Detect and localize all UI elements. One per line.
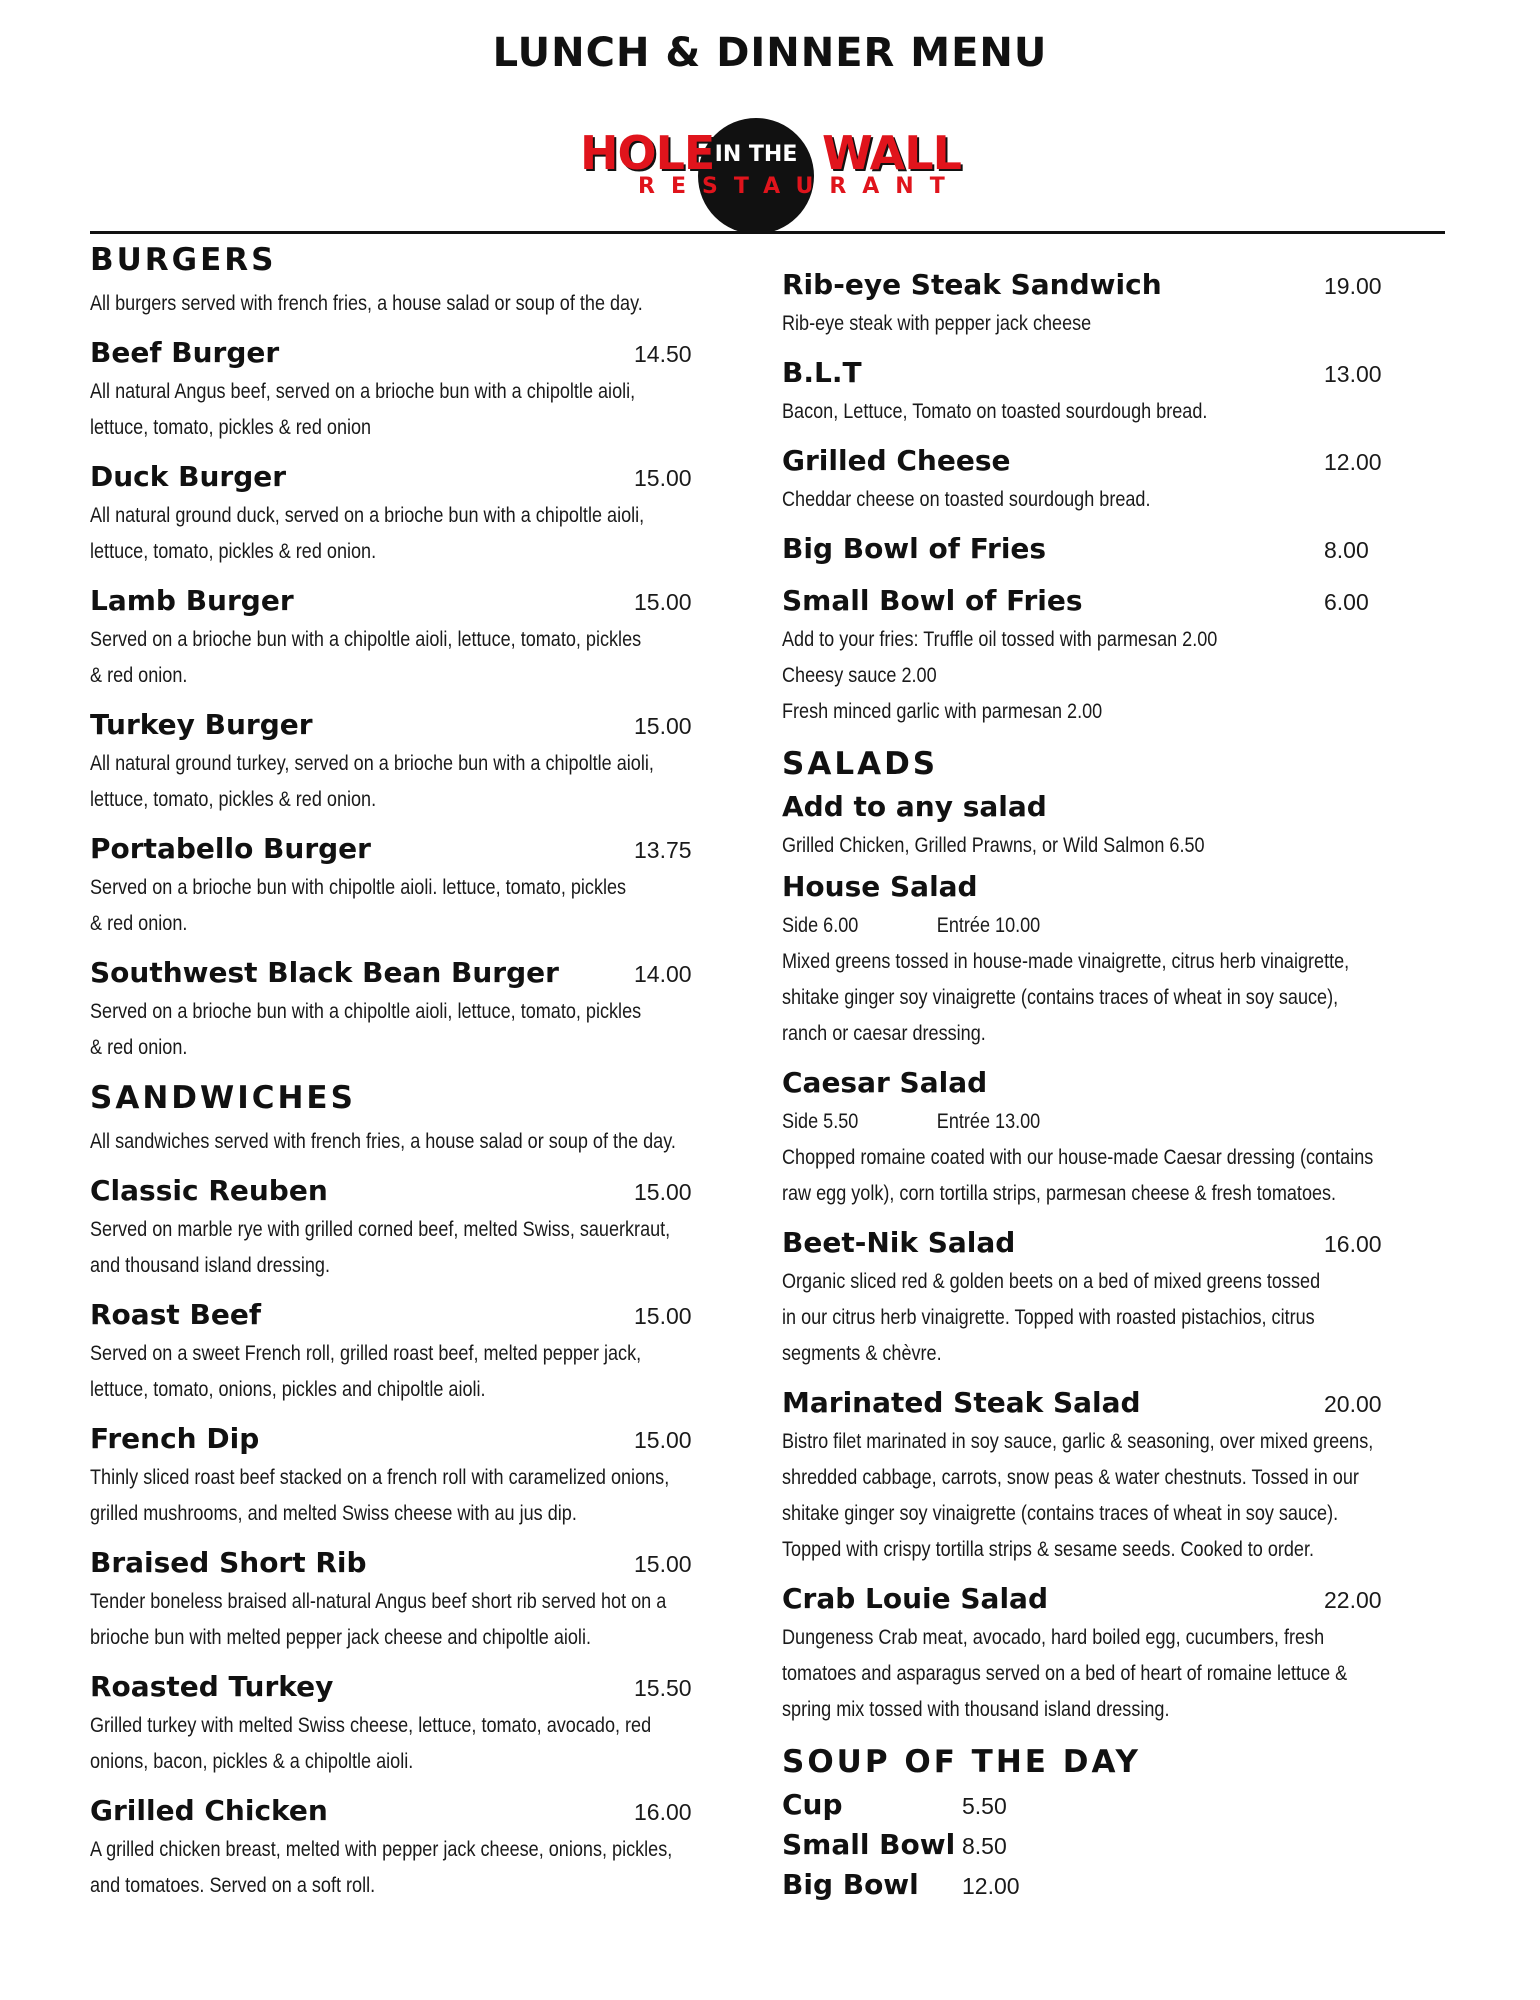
side-price: Side 6.00: [782, 914, 859, 937]
menu-item-rib-eye-steak-sandwich: [782, 268, 1450, 342]
menu-item-small-bowl-of-fries: [782, 584, 1450, 730]
item-desc-line: All natural ground duck, served on a brioche bun with a chipoltle aioli,: [90, 504, 645, 527]
item-desc-line: and tomatoes. Served on a soft roll.: [90, 1874, 376, 1897]
item-desc-line: Chopped romaine coated with our house-made Caesar dressing (contains: [782, 1146, 1374, 1169]
soup-row-cup: [782, 1788, 1450, 1828]
item-head: [782, 532, 1450, 570]
item-price: 16.00: [1324, 1231, 1382, 1257]
item-name: House Salad: [782, 870, 978, 903]
menu-item-lamb-burger: [90, 584, 758, 694]
item-head: [782, 870, 1450, 908]
item-head: [90, 832, 758, 870]
burgers-section: [90, 240, 758, 1066]
item-price: 15.00: [634, 465, 692, 491]
item-name: Big Bowl of Fries: [782, 532, 1047, 565]
item-desc-line: & red onion.: [90, 912, 188, 935]
menu-item-big-bowl-of-fries: [782, 532, 1450, 570]
item-price: 15.00: [634, 589, 692, 615]
item-desc-line: Mixed greens tossed in house-made vinaigrette, citrus herb vinaigrette,: [782, 950, 1350, 973]
add-to-salad-title: Add to any salad: [782, 790, 1047, 823]
side-price: Side 5.50: [782, 1110, 859, 1133]
item-head: [90, 1422, 758, 1460]
item-name: Big Bowl: [782, 1868, 919, 1901]
item-desc-line: and thousand island dressing.: [90, 1254, 330, 1277]
soup-section: [782, 1742, 1450, 1908]
burgers-list: [90, 336, 758, 1066]
item-head: [90, 956, 758, 994]
item-desc-line: lettuce, tomato, pickles & red onion.: [90, 788, 377, 811]
item-price: 15.00: [634, 1303, 692, 1329]
section-heading: SANDWICHES: [90, 1080, 356, 1116]
item-price: 8.00: [1324, 537, 1369, 563]
item-desc-line: shitake ginger soy vinaigrette (contains traces of wheat in soy sauce),: [782, 986, 1339, 1009]
menu-item-crab-louie-salad: [782, 1582, 1450, 1728]
menu-item-southwest-black-bean-burger: [90, 956, 758, 1066]
item-head: [90, 1546, 758, 1584]
right-column: [782, 268, 1450, 1908]
item-desc-line: & red onion.: [90, 664, 188, 687]
restaurant-logo: [580, 108, 960, 228]
menu-item-roast-beef: [90, 1298, 758, 1408]
menu-item-portabello-burger: [90, 832, 758, 942]
item-desc-line: Bacon, Lettuce, Tomato on toasted sourdough bread.: [782, 400, 1208, 423]
menu-item-duck-burger: [90, 460, 758, 570]
item-price: 8.50: [962, 1833, 1007, 1859]
item-desc-line: Dungeness Crab meat, avocado, hard boiled egg, cucumbers, fresh: [782, 1626, 1325, 1649]
add-to-salad-title-row: [782, 790, 1450, 828]
item-name: Duck Burger: [90, 460, 287, 493]
item-name: Crab Louie Salad: [782, 1582, 1048, 1615]
item-name: Beef Burger: [90, 336, 280, 369]
item-name: Grilled Cheese: [782, 444, 1011, 477]
item-name: Classic Reuben: [90, 1174, 328, 1207]
salad-prices: [782, 1104, 1356, 1140]
menu-item-turkey-burger: [90, 708, 758, 818]
logo-word-hole: HOLE: [580, 126, 715, 180]
section-note: All sandwiches served with french fries, a house salad or soup of the day.: [90, 1130, 676, 1153]
item-desc-line: Bistro filet marinated in soy sauce, garlic & seasoning, over mixed greens,: [782, 1430, 1374, 1453]
item-name: Grilled Chicken: [90, 1794, 328, 1827]
item-price: 13.00: [1324, 361, 1382, 387]
item-desc-line: grilled mushrooms, and melted Swiss cheese with au jus dip.: [90, 1502, 577, 1525]
menu-item-roasted-turkey: [90, 1670, 758, 1780]
header-divider: [90, 231, 1445, 234]
soup-row-small-bowl: [782, 1828, 1450, 1868]
item-head: [90, 584, 758, 622]
item-name: Southwest Black Bean Burger: [90, 956, 559, 989]
item-price: 5.50: [962, 1793, 1007, 1819]
item-head: [90, 1670, 758, 1708]
sandwiches-cont-list: [782, 268, 1450, 730]
item-desc-line: Cheesy sauce 2.00: [782, 664, 937, 687]
menu-item-marinated-steak-salad: [782, 1386, 1450, 1568]
item-desc-line: Cheddar cheese on toasted sourdough bread.: [782, 488, 1151, 511]
item-price: 15.00: [634, 1551, 692, 1577]
salad-prices: [782, 908, 1356, 944]
item-name: Small Bowl: [782, 1828, 956, 1861]
item-desc-line: Thinly sliced roast beef stacked on a french roll with caramelized onions,: [90, 1466, 670, 1489]
item-price: 22.00: [1324, 1587, 1382, 1613]
item-desc-line: & red onion.: [90, 1036, 188, 1059]
item-price: 15.00: [634, 1427, 692, 1453]
item-price: 16.00: [634, 1799, 692, 1825]
item-head: [90, 708, 758, 746]
entree-price: Entrée 10.00: [936, 914, 1041, 937]
item-head: [90, 1174, 758, 1212]
menu-item-grilled-cheese: [782, 444, 1450, 518]
item-price: 12.00: [962, 1873, 1020, 1899]
item-desc-line: tomatoes and asparagus served on a bed of heart of romaine lettuce &: [782, 1662, 1348, 1685]
item-head: [782, 1066, 1450, 1104]
item-price: 20.00: [1324, 1391, 1382, 1417]
item-desc-line: Tender boneless braised all-natural Angus beef short rib served hot on a: [90, 1590, 667, 1613]
item-price: 15.00: [634, 713, 692, 739]
item-head: [782, 444, 1450, 482]
item-desc-line: Served on marble rye with grilled corned beef, melted Swiss, sauerkraut,: [90, 1218, 671, 1241]
item-head: [782, 1386, 1450, 1424]
item-desc-line: Served on a brioche bun with a chipoltle aioli, lettuce, tomato, pickles: [90, 628, 642, 651]
logo-word-wall: WALL: [822, 126, 961, 180]
menu-title: LUNCH & DINNER MENU: [492, 30, 1048, 76]
item-desc-line: Fresh minced garlic with parmesan 2.00: [782, 700, 1103, 723]
item-name: Marinated Steak Salad: [782, 1386, 1141, 1419]
item-price: 6.00: [1324, 589, 1369, 615]
item-price: 19.00: [1324, 273, 1382, 299]
menu-item-beet-nik-salad: [782, 1226, 1450, 1372]
item-name: Beet-Nik Salad: [782, 1226, 1016, 1259]
item-price: 14.50: [634, 341, 692, 367]
item-desc-line: Served on a brioche bun with a chipoltle aioli, lettuce, tomato, pickles: [90, 1000, 642, 1023]
item-name: Roasted Turkey: [90, 1670, 334, 1703]
item-name: Caesar Salad: [782, 1066, 988, 1099]
item-name: Roast Beef: [90, 1298, 261, 1331]
section-note: All burgers served with french fries, a house salad or soup of the day.: [90, 292, 643, 315]
logo-word-restaurant: RESTAURANT: [638, 174, 961, 199]
item-desc-line: Served on a sweet French roll, grilled roast beef, melted pepper jack,: [90, 1342, 642, 1365]
item-desc-line: Topped with crispy tortilla strips & sesame seeds. Cooked to order.: [782, 1538, 1315, 1561]
menu-item-beef-burger: [90, 336, 758, 446]
add-to-salad-text: Grilled Chicken, Grilled Prawns, or Wild Salmon 6.50: [782, 834, 1205, 857]
item-desc-line: ranch or caesar dressing.: [782, 1022, 986, 1045]
item-head: [782, 1226, 1450, 1264]
item-name: Braised Short Rib: [90, 1546, 367, 1579]
item-head: [782, 584, 1450, 622]
soup-list: [782, 1788, 1450, 1908]
item-desc-line: in our citrus herb vinaigrette. Topped with roasted pistachios, citrus: [782, 1306, 1315, 1329]
item-desc-line: brioche bun with melted pepper jack cheese and chipoltle aioli.: [90, 1626, 591, 1649]
item-desc-line: A grilled chicken breast, melted with pepper jack cheese, onions, pickles,: [90, 1838, 673, 1861]
item-desc-line: lettuce, tomato, pickles & red onion: [90, 416, 372, 439]
item-desc-line: Grilled turkey with melted Swiss cheese, lettuce, tomato, avocado, red: [90, 1714, 652, 1737]
sandwiches-list: [90, 1174, 758, 1904]
section-heading: BURGERS: [90, 242, 277, 278]
item-desc-line: All natural Angus beef, served on a brioche bun with a chipoltle aioli,: [90, 380, 636, 403]
sandwiches-section: [90, 1078, 758, 1904]
item-price: 14.00: [634, 961, 692, 987]
left-column: [90, 240, 758, 1918]
section-heading: SOUP OF THE DAY: [782, 1744, 1141, 1780]
menu-item-b-l-t: [782, 356, 1450, 430]
item-price: 12.00: [1324, 449, 1382, 475]
item-desc-line: lettuce, tomato, pickles & red onion.: [90, 540, 377, 563]
item-head: [90, 460, 758, 498]
item-desc-line: shitake ginger soy vinaigrette (contains traces of wheat in soy sauce).: [782, 1502, 1339, 1525]
menu-item-braised-short-rib: [90, 1546, 758, 1656]
item-name: Turkey Burger: [90, 708, 313, 741]
logo-word-in-the: IN THE: [714, 142, 798, 167]
item-name: Lamb Burger: [90, 584, 294, 617]
soup-row-big-bowl: [782, 1868, 1450, 1908]
item-name: Portabello Burger: [90, 832, 371, 865]
item-price: 15.50: [634, 1675, 692, 1701]
item-desc-line: onions, bacon, pickles & a chipoltle aioli.: [90, 1750, 414, 1773]
salads-list: [782, 1226, 1450, 1728]
item-desc-line: Add to your fries: Truffle oil tossed with parmesan 2.00: [782, 628, 1218, 651]
salads-section: [782, 744, 1450, 1728]
item-head: [90, 336, 758, 374]
item-head: [782, 1582, 1450, 1620]
item-name: Cup: [782, 1788, 843, 1821]
item-name: Small Bowl of Fries: [782, 584, 1083, 617]
item-desc-line: lettuce, tomato, onions, pickles and chipoltle aioli.: [90, 1378, 486, 1401]
menu-item-french-dip: [90, 1422, 758, 1532]
item-price: 15.00: [634, 1179, 692, 1205]
item-name: B.L.T: [782, 356, 862, 389]
item-head: [782, 268, 1450, 306]
item-price: 13.75: [634, 837, 692, 863]
item-desc-line: Organic sliced red & golden beets on a bed of mixed greens tossed: [782, 1270, 1321, 1293]
item-desc-line: All natural ground turkey, served on a brioche bun with a chipoltle aioli,: [90, 752, 654, 775]
item-name: Rib-eye Steak Sandwich: [782, 268, 1162, 301]
section-heading: SALADS: [782, 746, 939, 782]
entree-price: Entrée 13.00: [936, 1110, 1041, 1133]
item-name: French Dip: [90, 1422, 260, 1455]
menu-item-caesar-salad: [782, 1066, 1450, 1212]
item-desc-line: Served on a brioche bun with chipoltle aioli. lettuce, tomato, pickles: [90, 876, 627, 899]
item-desc-line: spring mix tossed with thousand island dressing.: [782, 1698, 1170, 1721]
item-head: [90, 1794, 758, 1832]
item-desc-line: raw egg yolk), corn tortilla strips, parmesan cheese & fresh tomatoes.: [782, 1182, 1337, 1205]
item-head: [782, 356, 1450, 394]
item-desc-line: segments & chèvre.: [782, 1342, 942, 1365]
item-head: [90, 1298, 758, 1336]
menu-item-house-salad: [782, 870, 1450, 1052]
menu-item-grilled-chicken: [90, 1794, 758, 1904]
item-desc-line: Rib-eye steak with pepper jack cheese: [782, 312, 1092, 335]
item-desc-line: shredded cabbage, carrots, snow peas & water chestnuts. Tossed in our: [782, 1466, 1359, 1489]
menu-item-classic-reuben: [90, 1174, 758, 1284]
